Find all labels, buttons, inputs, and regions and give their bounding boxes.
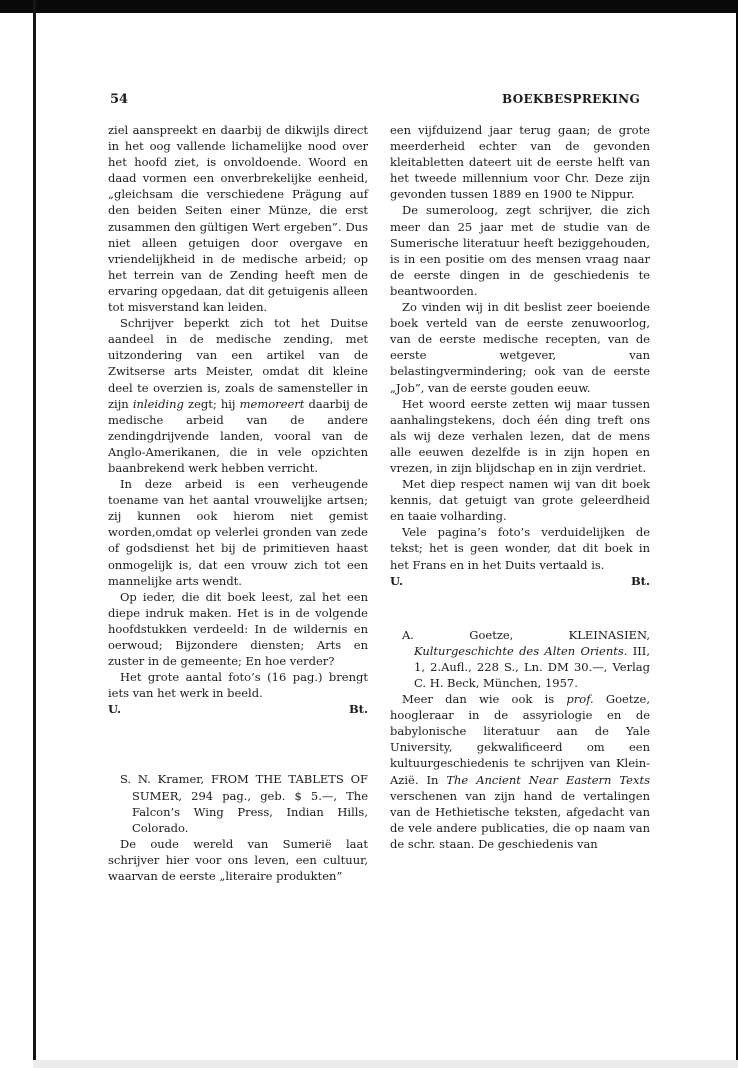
- emphasis: Kulturgeschichte des Alten Orients.: [414, 643, 628, 658]
- right-column: [390, 122, 650, 852]
- paragraph: De sumeroloog, zegt schrijver, die zich meer dan 25 jaar met de studie van de Sumerische literatuur heeft beziggehouden, is in een positie om des mensen vraag naar de eerste dingen in de geschiedenis te beantwoorden.: [390, 203, 650, 298]
- paragraph: Het woord eerste zetten wij maar tussen aanhalingstekens, doch één ding treft ons als wij deze verhalen lezen, dat de mens alle eeuwen dezelfde is in zijn hopen en vrezen, in zijn blijdschap en in zijn verdriet.: [390, 396, 650, 475]
- paragraph: Vele pagina’s foto’s verduidelijken de tekst; het is geen wonder, dat dit boek in het Frans en in het Duits vertaald is.: [390, 525, 650, 572]
- signature-initial: U.: [390, 573, 403, 588]
- paragraph: een vijfduizend jaar terug gaan; de grote meerderheid echter van de gevonden kleitabletten dateert uit de eerste helft van het tweede millennium voor Chr. Deze zijn gevonden tussen 1889 en 1900 te Nippur.: [390, 123, 650, 202]
- emphasis: The Ancient Near Eastern Texts: [446, 772, 651, 787]
- paragraph: De oude wereld van Sumerië laat schrijver hier voor ons leven, een cultuur, waarvan de eerste „literaire produkten”: [108, 836, 368, 884]
- paragraph: Schrijver beperkt zich tot het Duitse aandeel in de medische zending, met uitzondering van een artikel van de Zwitserse arts Meister, omdat dit kleine deel te overzien is, zoals de samensteller in zijn inleiding zegt; hij memoreert daarbij de medische arbeid van de andere zendingdrijvende landen, vooral van de Anglo-Amerikanen, die in vele opzichten baanbrekend werk hebben verricht.: [108, 316, 368, 475]
- signature-author: Bt.: [348, 702, 368, 717]
- page-number: 54: [110, 92, 129, 107]
- paragraph: ziel aanspreekt en daarbij de dikwijls direct in het oog vallende lichamelijke nood over het hoofd ziet, is onvoldoende. Woord en daad vormen een onverbrekelijke eenheid, „gleichsam die verschiedene Prägung auf den beiden Seiten einer Münze, die erst zusammen den gültigen Wert ergeben”. Dus niet alleen getuigen door overgave en vriendelijkheid in de medische arbeid; op het terrein van de Zending heeft men de ervaring opgedaan, dat dit getuigenis alleen tot misverstand kan leiden.: [108, 123, 368, 315]
- paragraph: Op ieder, die dit boek leest, zal het een diepe indruk maken. Het is in de volgende hoofdstukken verdeeld: In de wildernis en oerwoud; Bijzondere diensten; Arts en zuster in de gemeente; En hoe verder?: [108, 589, 368, 669]
- book-reference: S. N. Kramer, FROM THE TABLETS OF SUMER, 294 pag., geb. $ 5.—, The Falcon’s Wing Press, Indian Hills, Colorado.: [120, 772, 368, 835]
- emphasis: inleiding: [132, 396, 184, 411]
- signature-author: Bt.: [630, 573, 650, 588]
- paragraph: In deze arbeid is een verheugende toename van het aantal vrouwelijke artsen; zij kunnen ook hierom niet gemist worden,omdat op velerlei gronden van zede of godsdienst het bij de primitieven haast onmogelijk is, dat een vrouw zich tot een mannelijke arts wendt.: [108, 477, 368, 588]
- scan-bottom-shade: [33, 1060, 738, 1068]
- scan-left-border: [33, 0, 36, 1068]
- running-head: BOEKBESPREKING: [502, 92, 640, 106]
- review-signature: [108, 701, 368, 717]
- paragraph: Meer dan wie ook is prof. Goetze, hoogleraar in de assyriologie en de babylonische literatuur aan de Yale University, gekwalificeerd om een kultuurgeschiedenis te schrijven van Klein-Azië. In The Ancient Near Eastern Texts verschenen van zijn hand de vertalingen van de Hethietische teksten, afgedacht van de vele andere publicaties, die op naam van de schr. staan. De geschiedenis van: [390, 692, 651, 851]
- paragraph: Zo vinden wij in dit beslist zeer boeiende boek verteld van de eerste zenuwoorlog, van de eerste medische recepten, van de eerste wetgever, van belastingvermindering; ook van de eerste „Job”, van de eerste gouden eeuw.: [390, 300, 650, 395]
- paragraph: Met diep respect namen wij van dit boek kennis, dat getuigt van grote geleerdheid en taaie volharding.: [390, 477, 650, 524]
- left-column: [108, 122, 368, 884]
- review-signature: [390, 573, 650, 589]
- emphasis: memoreert: [239, 396, 305, 411]
- book-reference: A. Goetze, KLEINASIEN, Kulturgeschichte des Alten Orients. III, 1, 2.Aufl., 228 S., Ln. DM 30.—, Verlag C. H. Beck, München, 1957.: [402, 627, 650, 690]
- paragraph: Het grote aantal foto’s (16 pag.) brengt iets van het werk in beeld.: [108, 670, 368, 701]
- signature-initial: U.: [108, 702, 121, 717]
- emphasis: prof.: [566, 692, 594, 707]
- scan-top-border: [0, 0, 738, 13]
